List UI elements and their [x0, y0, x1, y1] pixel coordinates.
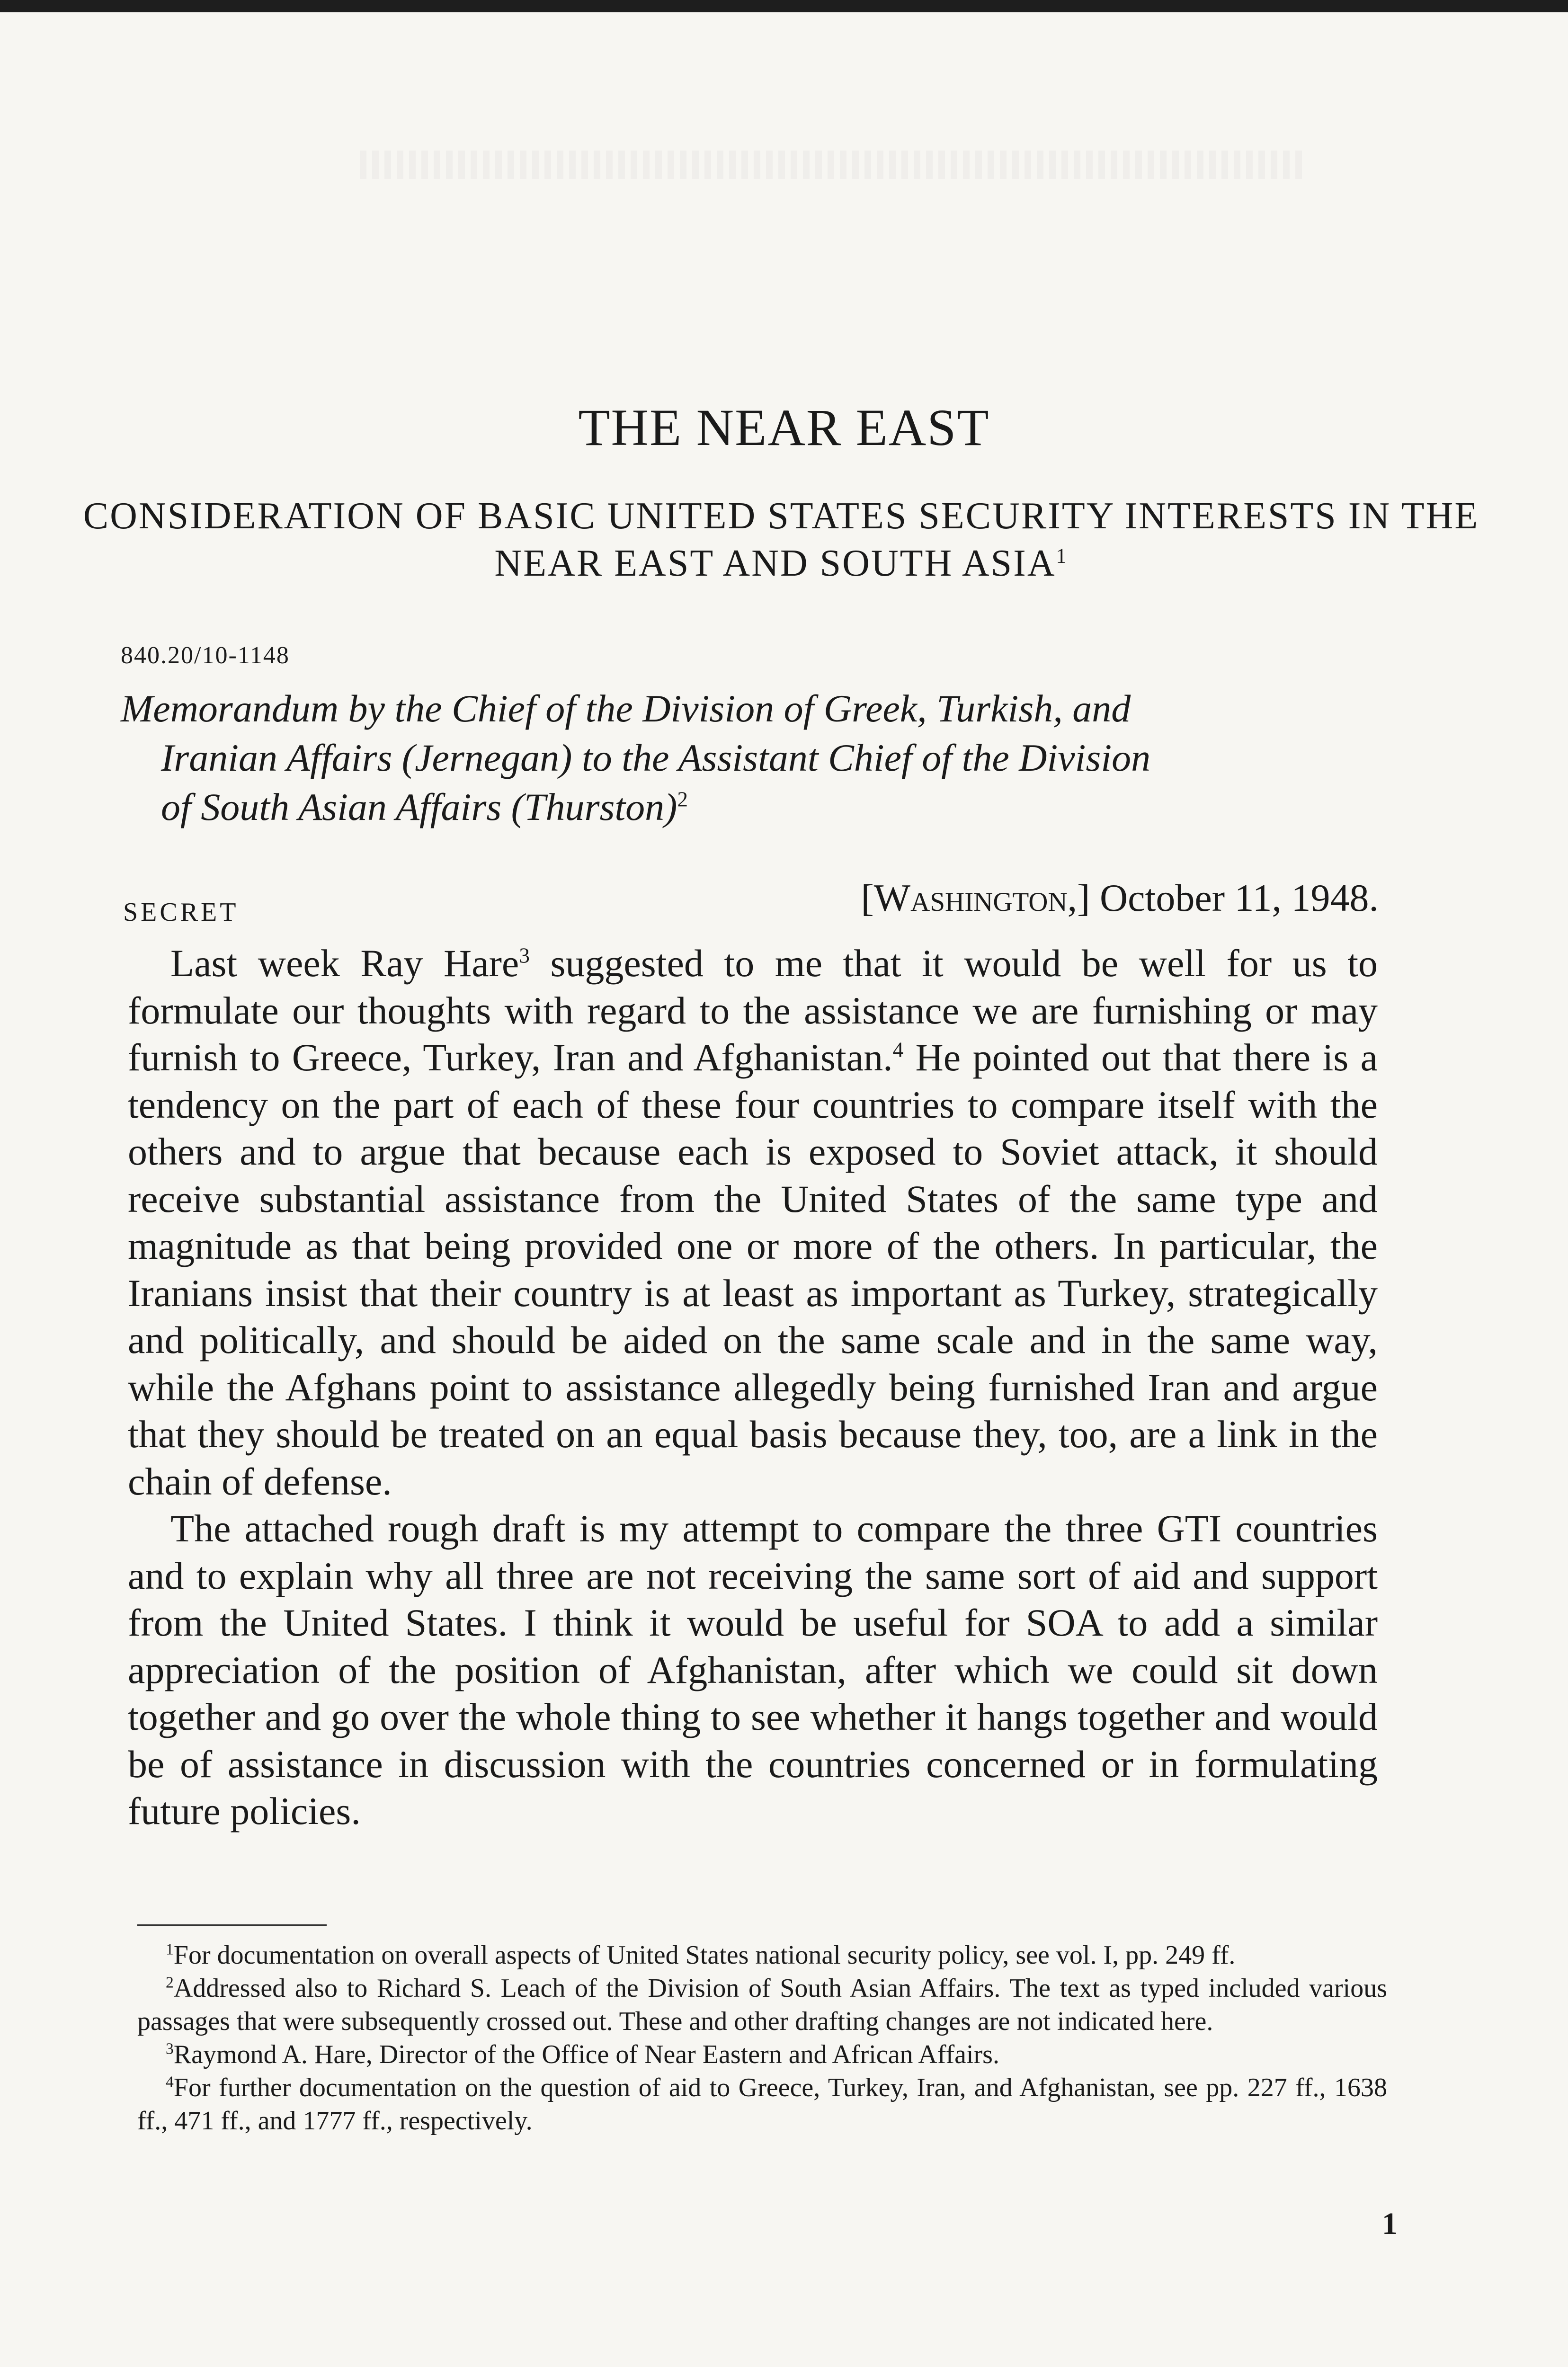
paragraph-text: suggested to me that it would be well for us to formulate our thoughts with regard to the assistance we are furnishing or may furnish to Greece, Turkey, Iran and Afghanistan.	[128, 942, 1378, 1079]
body-paragraph	[128, 940, 1378, 1505]
footnote	[137, 1972, 1387, 2038]
footnotes	[137, 1939, 1387, 2137]
memo-heading-line: Memorandum by the Chief of the Division of Greek, Turkish, and	[121, 687, 1131, 730]
footnote-text: Addressed also to Richard S. Leach of the Division of South Asian Affairs. The text as typed included various passages that were subsequently crossed out. These and other drafting changes are not indicated here.	[137, 1974, 1387, 2036]
paragraph-text: He pointed out that there is a tendency on the part of each of these four countries to compare itself with the others and to argue that because each is exposed to Soviet attack, it should receive substantial assistance from the United States of the same type and magnitude as that being provided one or more of the others. In particular, the Iranians insist that their country is at least as important as Turkey, strategically and politically, and should be aided on the same scale and in the same way, while the Afghans point to assistance allegedly being furnished Iran and argue that they should be treated on an equal basis because they, too, are a link in the chain of defense.	[128, 1036, 1378, 1503]
footnote	[137, 2071, 1387, 2137]
file-number: 840.20/10-1148	[121, 642, 290, 669]
top-border	[0, 0, 1568, 12]
memo-heading-text: of South Asian Affairs (Thurston)	[161, 785, 677, 828]
footnote-divider	[137, 1924, 327, 1926]
footnote-text: Raymond A. Hare, Director of the Office of Near Eastern and African Affairs.	[173, 2040, 999, 2069]
memo-body	[128, 940, 1378, 1835]
memo-heading	[121, 684, 1385, 832]
memo-heading-line	[121, 783, 1385, 832]
dateline	[861, 876, 1379, 920]
footnote-text: For further documentation on the question of aid to Greece, Turkey, Iran, and Afghanistan, see pp. 227 ff., 1638 ff., 471 ff., and 1777 ff., respectively.	[137, 2073, 1387, 2136]
footnote-ref[interactable]: 1	[1056, 544, 1068, 568]
page-number: 1	[1382, 2207, 1398, 2241]
footnote-text: For documentation on overall aspects of United States national security policy, see vol. I, pp. 249 ff.	[173, 1940, 1236, 1970]
footnote-ref[interactable]: 3	[519, 943, 530, 968]
dateline-close: ,]	[1067, 876, 1090, 919]
subject-text: CONSIDERATION OF BASIC UNITED STATES SECURITY INTERESTS IN THE NEAR EAST AND SOUTH ASIA	[83, 495, 1479, 584]
memo-heading-line: Iranian Affairs (Jernegan) to the Assistant Chief of the Division	[161, 736, 1151, 779]
dateline-place: Washington	[873, 876, 1068, 919]
page-title: THE NEAR EAST	[578, 399, 990, 456]
footnote-mark: 2	[166, 1974, 174, 1992]
footnote	[137, 2038, 1387, 2071]
dateline-open: [	[861, 876, 874, 919]
footnote	[137, 1939, 1387, 1972]
classification-label: SECRET	[123, 898, 239, 927]
subject-heading	[71, 492, 1491, 587]
paragraph-text: Last week Ray Hare	[170, 942, 519, 985]
show-through-text	[360, 151, 1307, 179]
footnote-ref[interactable]: 4	[892, 1038, 904, 1062]
footnote-ref[interactable]: 2	[677, 787, 688, 811]
footnote-mark: 1	[166, 1940, 174, 1958]
body-paragraph: The attached rough draft is my attempt to compare the three GTI countries and to explain why all three are not receiving the same sort of aid and support from the United States. I think it would be useful for SOA to add a similar appreciation of the position of Afghanistan, after which we could sit down together and go over the whole thing to see whether it hangs together and would be of assistance in discussion with the countries concerned or in formulating future policies.	[128, 1507, 1378, 1833]
footnote-mark: 4	[166, 2073, 174, 2091]
footnote-mark: 3	[166, 2040, 174, 2058]
dateline-date: October 11, 1948.	[1099, 876, 1379, 919]
